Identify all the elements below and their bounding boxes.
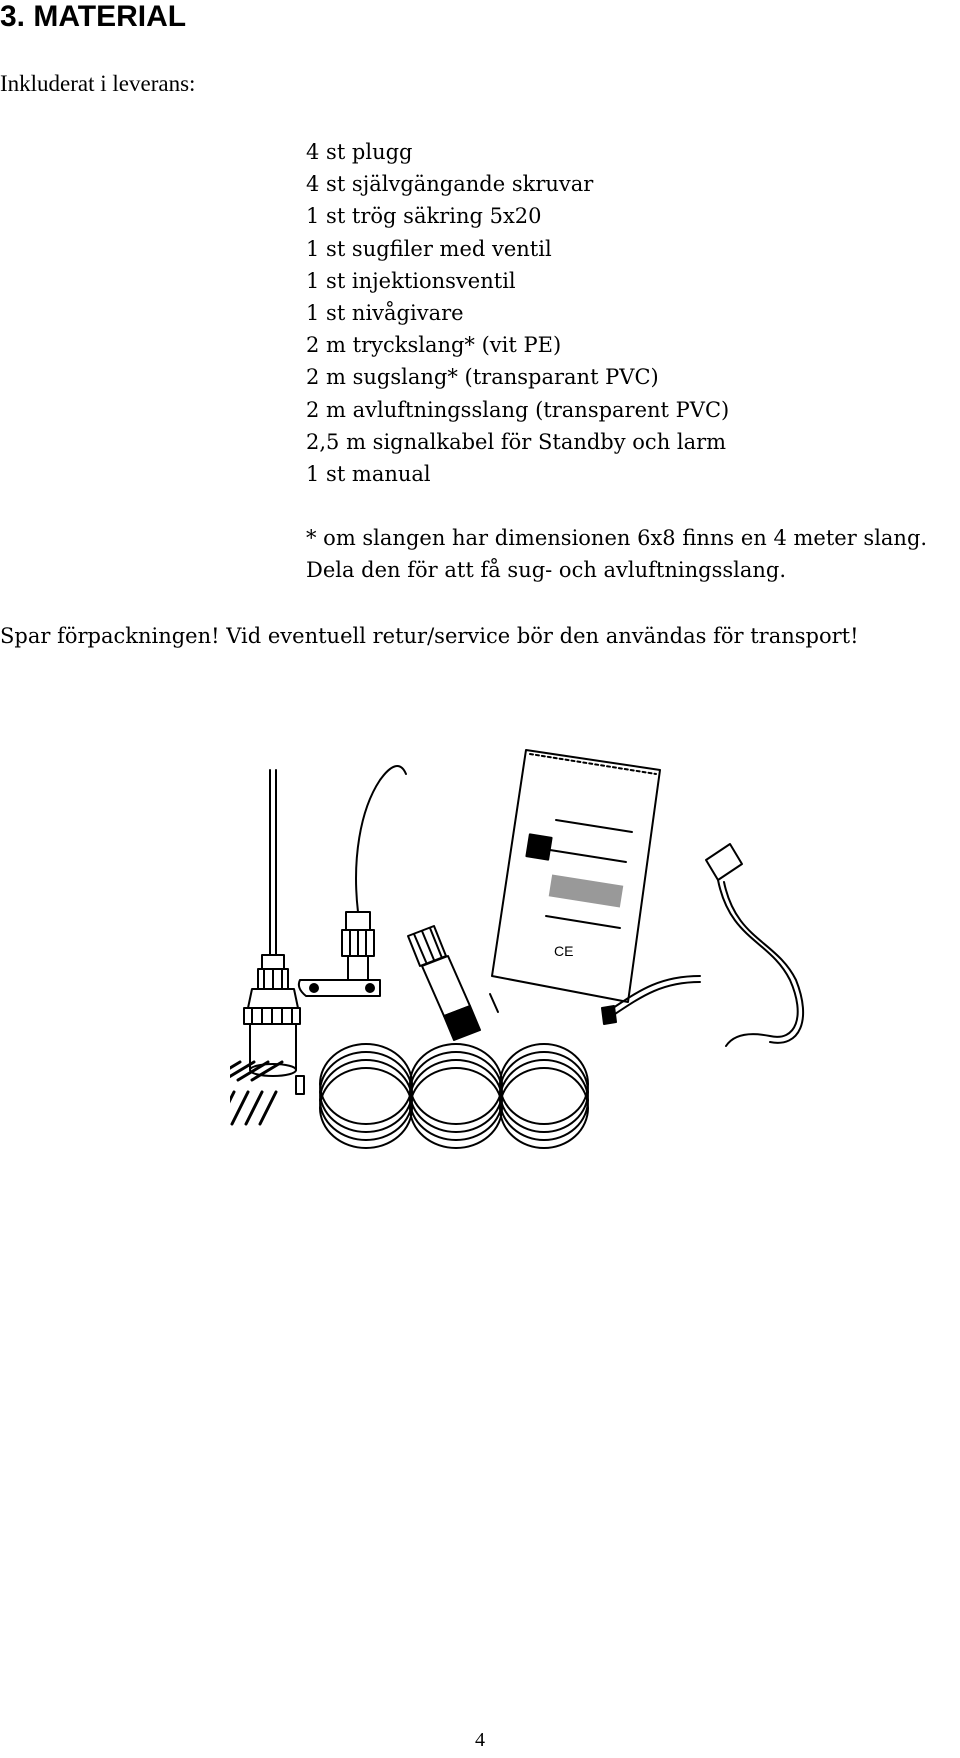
page-number: 4 [475, 1729, 485, 1751]
list-item: 4 st självgängande skruvar [306, 172, 594, 197]
packaging-notice: Spar förpackningen! Vid eventuell retur/service bör den användas för transport! [0, 624, 859, 648]
included-items-list [306, 136, 729, 490]
suction-filter-drawing [408, 926, 498, 1040]
footnote-line: Dela den för att få sug- och avluftningsslang. [306, 558, 787, 582]
list-item: 2 m tryckslang* (vit PE) [306, 333, 562, 358]
hose-footnote [306, 522, 927, 586]
injection-valve-drawing [299, 766, 406, 996]
list-item: 1 st nivågivare [306, 300, 464, 325]
list-item: 1 st manual [306, 461, 431, 486]
list-item: 2,5 m signalkabel för Standby och larm [306, 429, 727, 454]
level-sensor-drawing [244, 770, 300, 1076]
intro-text: Inkluderat i leverans: [0, 71, 196, 96]
list-item: 1 st trög säkring 5x20 [306, 204, 542, 229]
included-parts-illustration [230, 740, 910, 1220]
footnote-line: * om slangen har dimensionen 6x8 finns en 4 meter slang. [306, 526, 928, 550]
list-item: 2 m sugslang* (transparant PVC) [306, 365, 659, 390]
manual-drawing [492, 750, 660, 1002]
list-item: 4 st plugg [306, 140, 413, 164]
list-item: 1 st sugfiler med ventil [306, 236, 552, 261]
section-heading: 3. MATERIAL [0, 0, 187, 33]
list-item: 1 st injektionsventil [306, 268, 516, 293]
ce-mark: CE [554, 943, 574, 959]
list-item: 2 m avluftningsslang (transparent PVC) [306, 397, 730, 422]
hose-coils-drawing [320, 1044, 588, 1148]
